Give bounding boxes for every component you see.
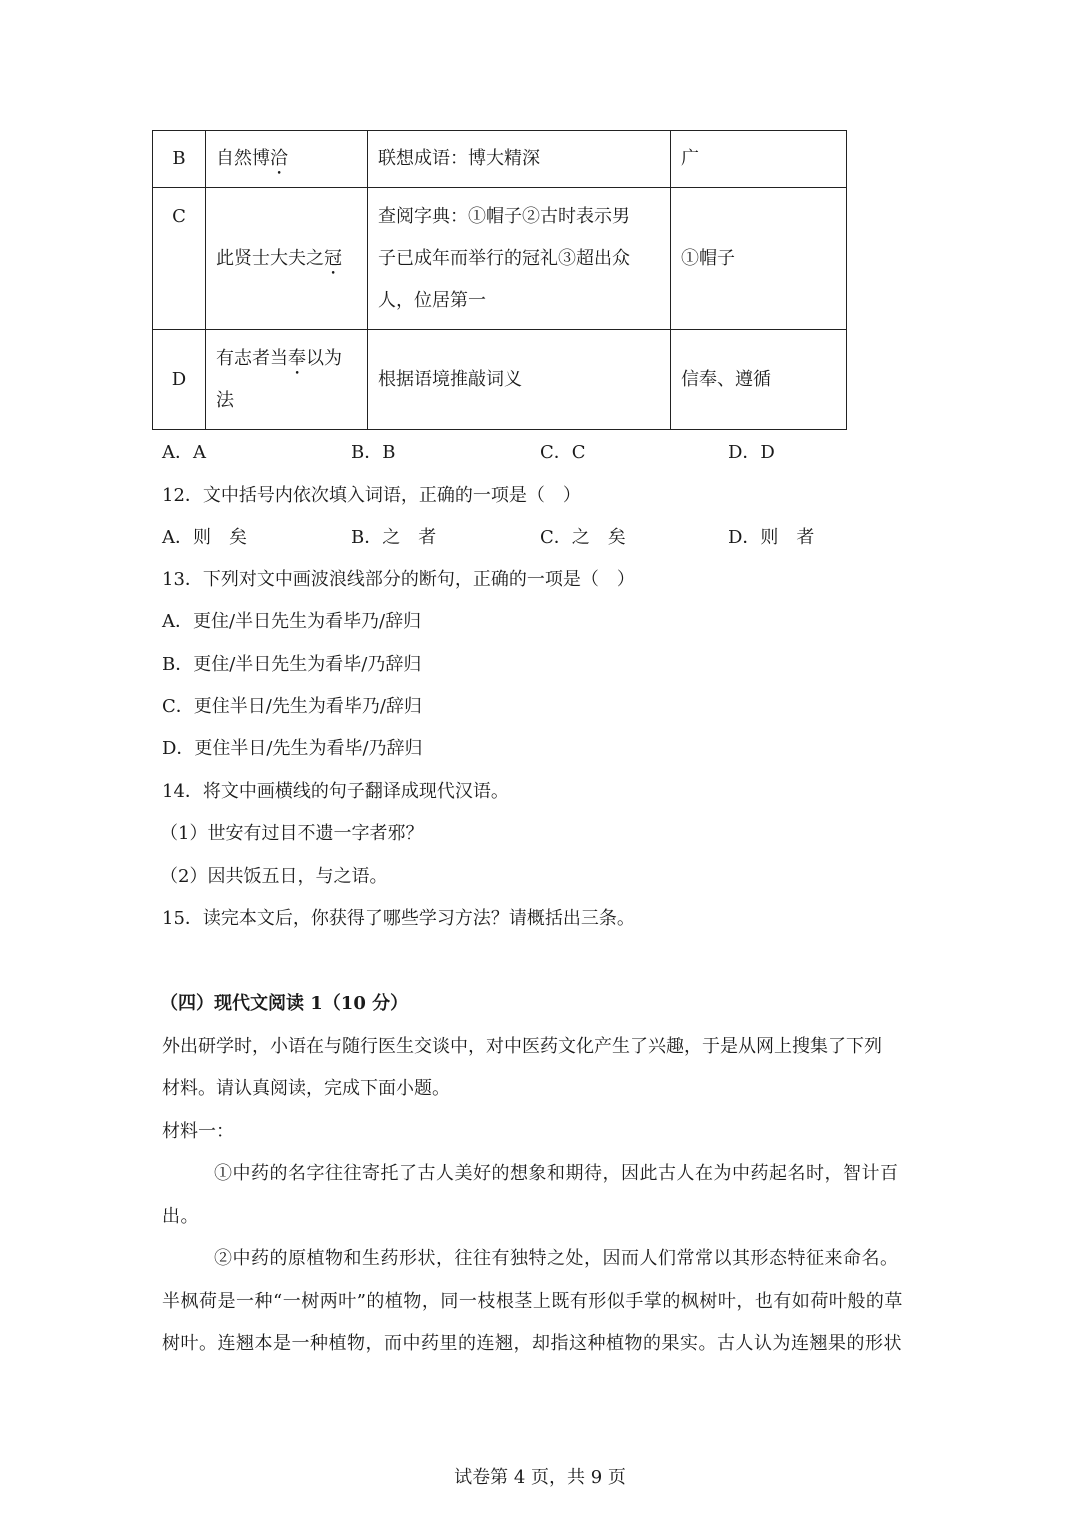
intro-line: 材料。请认真阅读，完成下面小题。	[162, 1078, 450, 1099]
q14-item-2: （2）因共饭五日，与之语。	[160, 866, 388, 887]
q12-option-a: A．则 矣	[162, 527, 247, 548]
table-row	[153, 188, 847, 330]
word-text: 自然博	[216, 148, 270, 169]
paragraph-line: 半枫荷是一种“一树两叶”的植物，同一枝根茎上既有形似手掌的枫树叶，也有如荷叶般的草	[162, 1291, 903, 1312]
row-letter: B	[153, 131, 206, 188]
row-method: 联想成语：博大精深	[368, 131, 671, 188]
q11-option-c: C．C	[540, 442, 586, 463]
method-line: 人，位居第一	[378, 289, 486, 311]
row-method: 根据语境推敲词义	[368, 330, 671, 430]
q13-stem: 13．下列对文中画波浪线部分的断句，正确的一项是（ ）	[162, 569, 635, 590]
q12-option-c: C．之 矣	[540, 527, 626, 548]
q14-stem: 14．将文中画横线的句子翻译成现代汉语。	[162, 781, 509, 802]
q12-stem: 12．文中括号内依次填入词语，正确的一项是（ ）	[162, 485, 581, 506]
page-footer: 试卷第 4 页，共 9 页	[454, 1467, 626, 1488]
table-row	[153, 131, 847, 188]
paragraph-line: 树叶。连翘本是一种植物，而中药里的连翘，却指这种植物的果实。古人认为连翘果的形状	[162, 1333, 902, 1354]
row-meaning: 信奉、遵循	[671, 330, 847, 430]
row-meaning: 广	[671, 131, 847, 188]
q11-option-b: B．B	[351, 442, 396, 463]
paragraph-line: ②中药的原植物和生药形状，往往有独特之处，因而人们常常以其形态特征来命名。	[214, 1248, 899, 1269]
material-label: 材料一：	[162, 1121, 234, 1142]
paragraph-line: ①中药的名字往往寄托了古人美好的想象和期待，因此古人在为中药起名时，智计百	[214, 1163, 899, 1184]
q13-option-c: C．更住半日/先生为看毕乃/辞归	[162, 696, 422, 717]
row-word	[206, 188, 368, 330]
word-text: 有志者当	[216, 347, 288, 369]
vocab-table	[152, 130, 847, 430]
row-meaning: ①帽子	[671, 188, 847, 330]
q15-stem: 15．读完本文后，你获得了哪些学习方法？请概括出三条。	[162, 908, 635, 929]
dotted-char: 冠	[324, 247, 342, 269]
q12-option-b: B．之 者	[351, 527, 437, 548]
method-line: 查阅字典：①帽子②古时表示男	[378, 205, 630, 227]
word-text: 以为	[306, 347, 342, 369]
q13-option-a: A．更住/半日先生为看毕乃/辞归	[162, 611, 422, 632]
word-text: 此贤士大夫之	[216, 247, 324, 269]
table-row	[153, 330, 847, 430]
section-heading: （四）现代文阅读 1（10 分）	[160, 993, 409, 1014]
row-letter: C	[153, 188, 206, 330]
row-word	[206, 131, 368, 188]
row-method	[368, 188, 671, 330]
q12-option-d: D．则 者	[728, 527, 815, 548]
q13-option-b: B．更住/半日先生为看毕/乃辞归	[162, 654, 422, 675]
intro-line: 外出研学时，小语在与随行医生交谈中，对中医药文化产生了兴趣，于是从网上搜集了下列	[162, 1036, 882, 1057]
dotted-char: 奉	[288, 347, 306, 369]
q14-item-1: （1）世安有过目不遗一字者邪？	[160, 823, 424, 844]
paragraph-line: 出。	[162, 1206, 199, 1227]
q13-option-d: D．更住半日/先生为看毕/乃辞归	[162, 738, 423, 759]
row-word	[206, 330, 368, 430]
dotted-char: 洽	[270, 148, 288, 169]
method-line: 子已成年而举行的冠礼③超出众	[378, 247, 630, 269]
q11-option-d: D．D	[728, 442, 775, 463]
q11-option-a: A．A	[162, 442, 206, 463]
row-letter: D	[153, 330, 206, 430]
word-text: 法	[216, 389, 234, 411]
